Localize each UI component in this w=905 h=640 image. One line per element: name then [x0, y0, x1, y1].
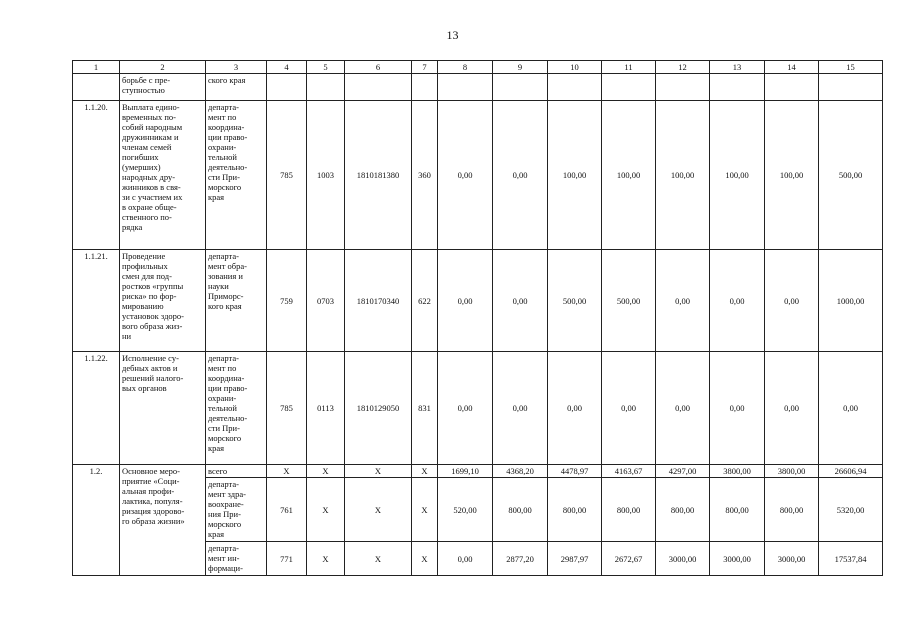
table-row	[73, 352, 883, 465]
column-header: 13	[710, 61, 765, 74]
amount-cell: 0,00	[438, 542, 493, 576]
executor: департа- мент по координа- ции право- охрани- тельной деятельно- сти При- морского края	[206, 352, 267, 465]
amount-cell: 3800,00	[710, 465, 765, 478]
expense-type: 831	[412, 352, 438, 465]
cell	[267, 74, 307, 101]
cell	[438, 74, 493, 101]
measure-name: Проведение профильных смен для под- ростков «группы риска» по фор- мированию установок здоро- вого образа жиз- ни	[120, 250, 206, 352]
section-code: Х	[307, 542, 345, 576]
amount-cell: 3000,00	[765, 542, 819, 576]
column-header: 3	[206, 61, 267, 74]
column-header: 12	[656, 61, 710, 74]
column-header: 15	[819, 61, 883, 74]
column-header: 14	[765, 61, 819, 74]
cell	[493, 74, 548, 101]
cell	[656, 74, 710, 101]
amount-cell: 100,00	[548, 101, 602, 250]
row-number: 1.1.22.	[73, 352, 120, 465]
grbs-code: 785	[267, 352, 307, 465]
target-code: 1810181380	[345, 101, 412, 250]
amount-cell: 3000,00	[710, 542, 765, 576]
expense-type: Х	[412, 542, 438, 576]
executor: департа- мент ин- формаци-	[206, 542, 267, 576]
target-code: Х	[345, 478, 412, 542]
table-row	[73, 250, 883, 352]
amount-cell: 800,00	[765, 478, 819, 542]
column-header: 7	[412, 61, 438, 74]
amount-cell: 0,00	[438, 101, 493, 250]
amount-cell: 520,00	[438, 478, 493, 542]
page-number: 13	[446, 28, 459, 42]
cell	[345, 74, 412, 101]
amount-cell: 4368,20	[493, 465, 548, 478]
expense-type: 622	[412, 250, 438, 352]
cell	[412, 74, 438, 101]
amount-cell: 0,00	[438, 250, 493, 352]
executor: департа- мент обра- зования и науки Приморс- кого края	[206, 250, 267, 352]
grbs-code: Х	[267, 465, 307, 478]
amount-cell: 100,00	[602, 101, 656, 250]
amount-cell: 2877,20	[493, 542, 548, 576]
amount-cell: 0,00	[710, 352, 765, 465]
expense-type: Х	[412, 478, 438, 542]
executor: департа- мент здра- воохране- ния При- морского края	[206, 478, 267, 542]
section-code: 0703	[307, 250, 345, 352]
table-row	[73, 101, 883, 250]
amount-cell: 100,00	[765, 101, 819, 250]
column-header: 2	[120, 61, 206, 74]
grbs-code: 759	[267, 250, 307, 352]
amount-cell: 800,00	[710, 478, 765, 542]
table-row	[73, 465, 883, 478]
cell	[602, 74, 656, 101]
target-code: 1810129050	[345, 352, 412, 465]
amount-cell: 0,00	[656, 250, 710, 352]
expense-type: 360	[412, 101, 438, 250]
column-header: 8	[438, 61, 493, 74]
column-header-row	[73, 61, 883, 74]
amount-cell: 4297,00	[656, 465, 710, 478]
column-header: 11	[602, 61, 656, 74]
measure-name: Выплата едино- временных по- собий народным дружинникам и членам семей погибших (умерших) народных дру- жинников в свя- зи с участием их в охране обще- ственного по- рядка	[120, 101, 206, 250]
cell	[819, 74, 883, 101]
total-cell: 1000,00	[819, 250, 883, 352]
column-header: 4	[267, 61, 307, 74]
amount-cell: 100,00	[710, 101, 765, 250]
amount-cell: 2672,67	[602, 542, 656, 576]
amount-cell: 0,00	[493, 101, 548, 250]
amount-cell: 800,00	[656, 478, 710, 542]
column-header: 10	[548, 61, 602, 74]
amount-cell: 2987,97	[548, 542, 602, 576]
executor: ского края	[206, 74, 267, 101]
executor: департа- мент по координа- ции право- охрани- тельной деятельно- сти При- морского края	[206, 101, 267, 250]
section-code: Х	[307, 465, 345, 478]
row-number: 1.1.21.	[73, 250, 120, 352]
row-number: 1.2.	[73, 465, 120, 576]
amount-cell: 4163,67	[602, 465, 656, 478]
amount-cell: 100,00	[656, 101, 710, 250]
amount-cell: 0,00	[548, 352, 602, 465]
row-number	[73, 74, 120, 101]
grbs-code: 761	[267, 478, 307, 542]
grbs-code: 785	[267, 101, 307, 250]
amount-cell: 800,00	[602, 478, 656, 542]
total-cell: 500,00	[819, 101, 883, 250]
total-cell: 0,00	[819, 352, 883, 465]
row-number: 1.1.20.	[73, 101, 120, 250]
amount-cell: 0,00	[602, 352, 656, 465]
amount-cell: 0,00	[493, 352, 548, 465]
section-code: 0113	[307, 352, 345, 465]
table-row	[73, 74, 883, 101]
target-code: Х	[345, 465, 412, 478]
measure-name: Основное меро- приятие «Соци- альная профи- лактика, популя- ризация здорово- го образа жизни»	[120, 465, 206, 576]
amount-cell: 4478,97	[548, 465, 602, 478]
section-code: Х	[307, 478, 345, 542]
measure-name: борьбе с пре- ступностью	[120, 74, 206, 101]
amount-cell: 800,00	[493, 478, 548, 542]
amount-cell: 3800,00	[765, 465, 819, 478]
amount-cell: 0,00	[710, 250, 765, 352]
amount-cell: 800,00	[548, 478, 602, 542]
column-header: 1	[73, 61, 120, 74]
amount-cell: 1699,10	[438, 465, 493, 478]
column-header: 6	[345, 61, 412, 74]
amount-cell: 0,00	[438, 352, 493, 465]
cell	[765, 74, 819, 101]
cell	[710, 74, 765, 101]
amount-cell: 3000,00	[656, 542, 710, 576]
cell	[548, 74, 602, 101]
section-code: 1003	[307, 101, 345, 250]
executor: всего	[206, 465, 267, 478]
amount-cell: 0,00	[493, 250, 548, 352]
total-cell: 17537,84	[819, 542, 883, 576]
target-code: 1810170340	[345, 250, 412, 352]
amount-cell: 0,00	[765, 250, 819, 352]
expense-type: Х	[412, 465, 438, 478]
column-header: 5	[307, 61, 345, 74]
column-header: 9	[493, 61, 548, 74]
total-cell: 26606,94	[819, 465, 883, 478]
amount-cell: 0,00	[656, 352, 710, 465]
amount-cell: 500,00	[602, 250, 656, 352]
total-cell: 5320,00	[819, 478, 883, 542]
grbs-code: 771	[267, 542, 307, 576]
target-code: Х	[345, 542, 412, 576]
amount-cell: 0,00	[765, 352, 819, 465]
amount-cell: 500,00	[548, 250, 602, 352]
measure-name: Исполнение су- дебных актов и решений налого- вых органов	[120, 352, 206, 465]
cell	[307, 74, 345, 101]
budget-table	[72, 60, 883, 576]
